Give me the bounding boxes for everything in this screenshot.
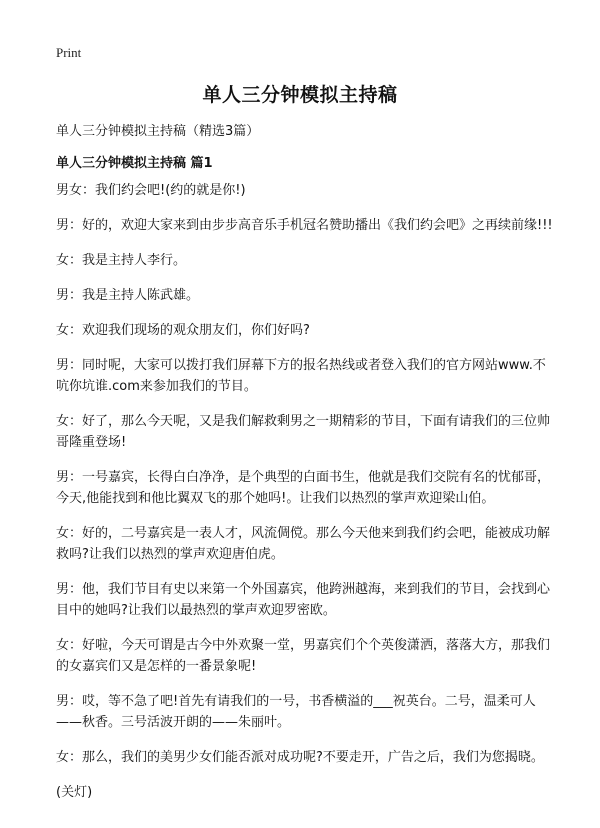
paragraph: 男：他，我们节目有史以来第一个外国嘉宾，他跨洲越海，来到我们的节目，会找到心目中的她吗?让我们以最热烈的掌声欢迎罗密欧。: [56, 582, 551, 618]
paragraph: 男：好的，欢迎大家来到由步步高音乐手机冠名赞助播出《我们约会吧》之再续前缘!!!: [56, 218, 553, 233]
paragraph: 女：我是主持人李行。: [56, 253, 187, 268]
section-heading: 单人三分钟模拟主持稿 篇1: [56, 156, 213, 171]
paragraph: (关灯): [56, 785, 93, 800]
paragraph: 男：一号嘉宾，长得白白净净，是个典型的白面书生，他就是我们交院有名的忧郁哥，今天,他能找到和他比翼双飞的那个她吗!。让我们以热烈的掌声欢迎梁山伯。: [56, 470, 551, 506]
document-body: [56, 180, 556, 817]
paragraph: 女：欢迎我们现场的观众朋友们，你们好吗?: [56, 323, 310, 338]
print-label: Print: [56, 45, 82, 60]
paragraph: 女：那么，我们的美男少女们能否派对成功呢?不要走开，广告之后，我们为您揭晓。: [56, 750, 544, 765]
paragraph: 女：好啦，今天可谓是古今中外欢聚一堂，男嘉宾们个个英俊潇洒，落落大方，那我们的女嘉宾们又是怎样的一番景象呢!: [56, 638, 551, 674]
paragraph: 男：同时呢，大家可以拨打我们屏幕下方的报名热线或者登入我们的官方网站www.不吭你坑谁.com来参加我们的节目。: [56, 358, 546, 394]
paragraph: 女：好了，那么今天呢，又是我们解救剩男之一期精彩的节目，下面有请我们的三位帅哥隆重登场!: [56, 414, 551, 450]
paragraph: 男：我是主持人陈武雄。: [56, 288, 200, 303]
document-subtitle: 单人三分钟模拟主持稿（精选3篇）: [56, 124, 260, 139]
paragraph: 男：哎，等不急了吧!首先有请我们的一号，书香横溢的___祝英台。二号，温柔可人——秋香。三号活波开朗的——朱丽叶。: [56, 694, 536, 730]
paragraph: 女：好的，二号嘉宾是一表人才，风流倜傥。那么今天他来到我们约会吧，能被成功解救吗?让我们以热烈的掌声欢迎唐伯虎。: [56, 526, 551, 562]
paragraph: 男女：我们约会吧!(约的就是你!): [56, 183, 246, 198]
document-title: 单人三分钟模拟主持稿: [202, 84, 398, 106]
